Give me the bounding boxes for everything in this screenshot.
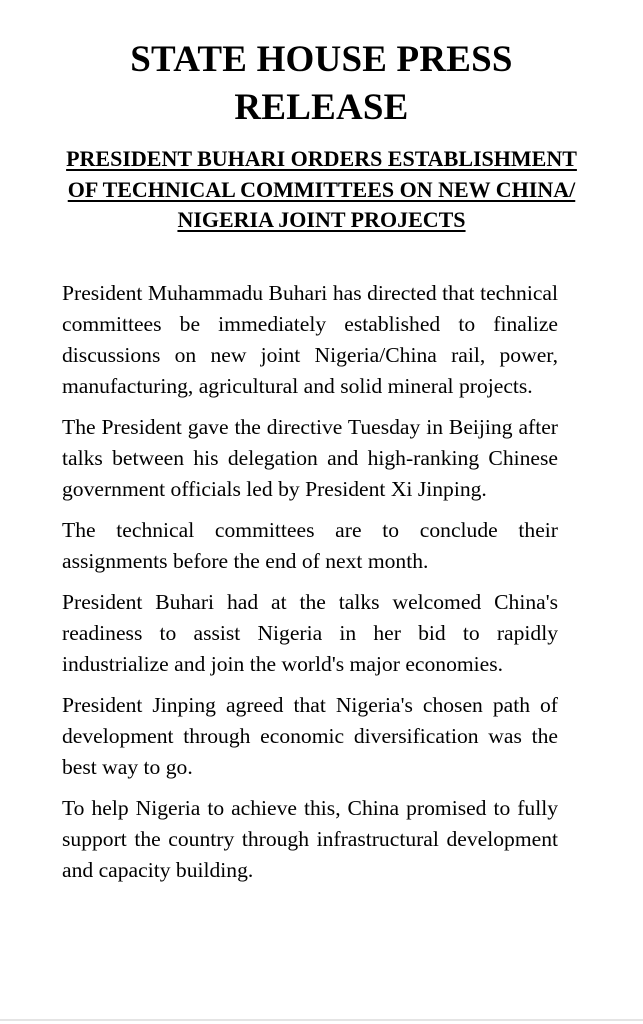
document-body [62, 278, 558, 896]
body-paragraph: President Jinping agreed that Nigeria's chosen path of development through economic diversification was the best way to go. [62, 693, 558, 779]
body-paragraph: The President gave the directive Tuesday in Beijing after talks between his delegation and high-ranking Chinese government officials led by President Xi Jinping. [62, 415, 558, 501]
document-title: STATE HOUSE PRESS RELEASE [130, 39, 513, 128]
page-bottom-divider [0, 1019, 643, 1021]
body-paragraph: President Buhari had at the talks welcomed China's readiness to assist Nigeria in her bid to rapidly industrialize and join the world's major economies. [62, 590, 558, 676]
body-paragraph: President Muhammadu Buhari has directed that technical committees be immediately established to finalize discussions on new joint Nigeria/China rail, power, manufacturing, agricultural and solid mineral projects. [62, 281, 558, 398]
document-subtitle: PRESIDENT BUHARI ORDERS ESTABLISHMENT OF TECHNICAL COMMITTEES ON NEW CHINA/ NIGERIA JOINT PROJECTS [66, 146, 577, 232]
body-paragraph: To help Nigeria to achieve this, China promised to fully support the country through infrastructural development and capacity building. [62, 796, 558, 882]
body-paragraph: The technical committees are to conclude their assignments before the end of next month. [62, 518, 558, 573]
